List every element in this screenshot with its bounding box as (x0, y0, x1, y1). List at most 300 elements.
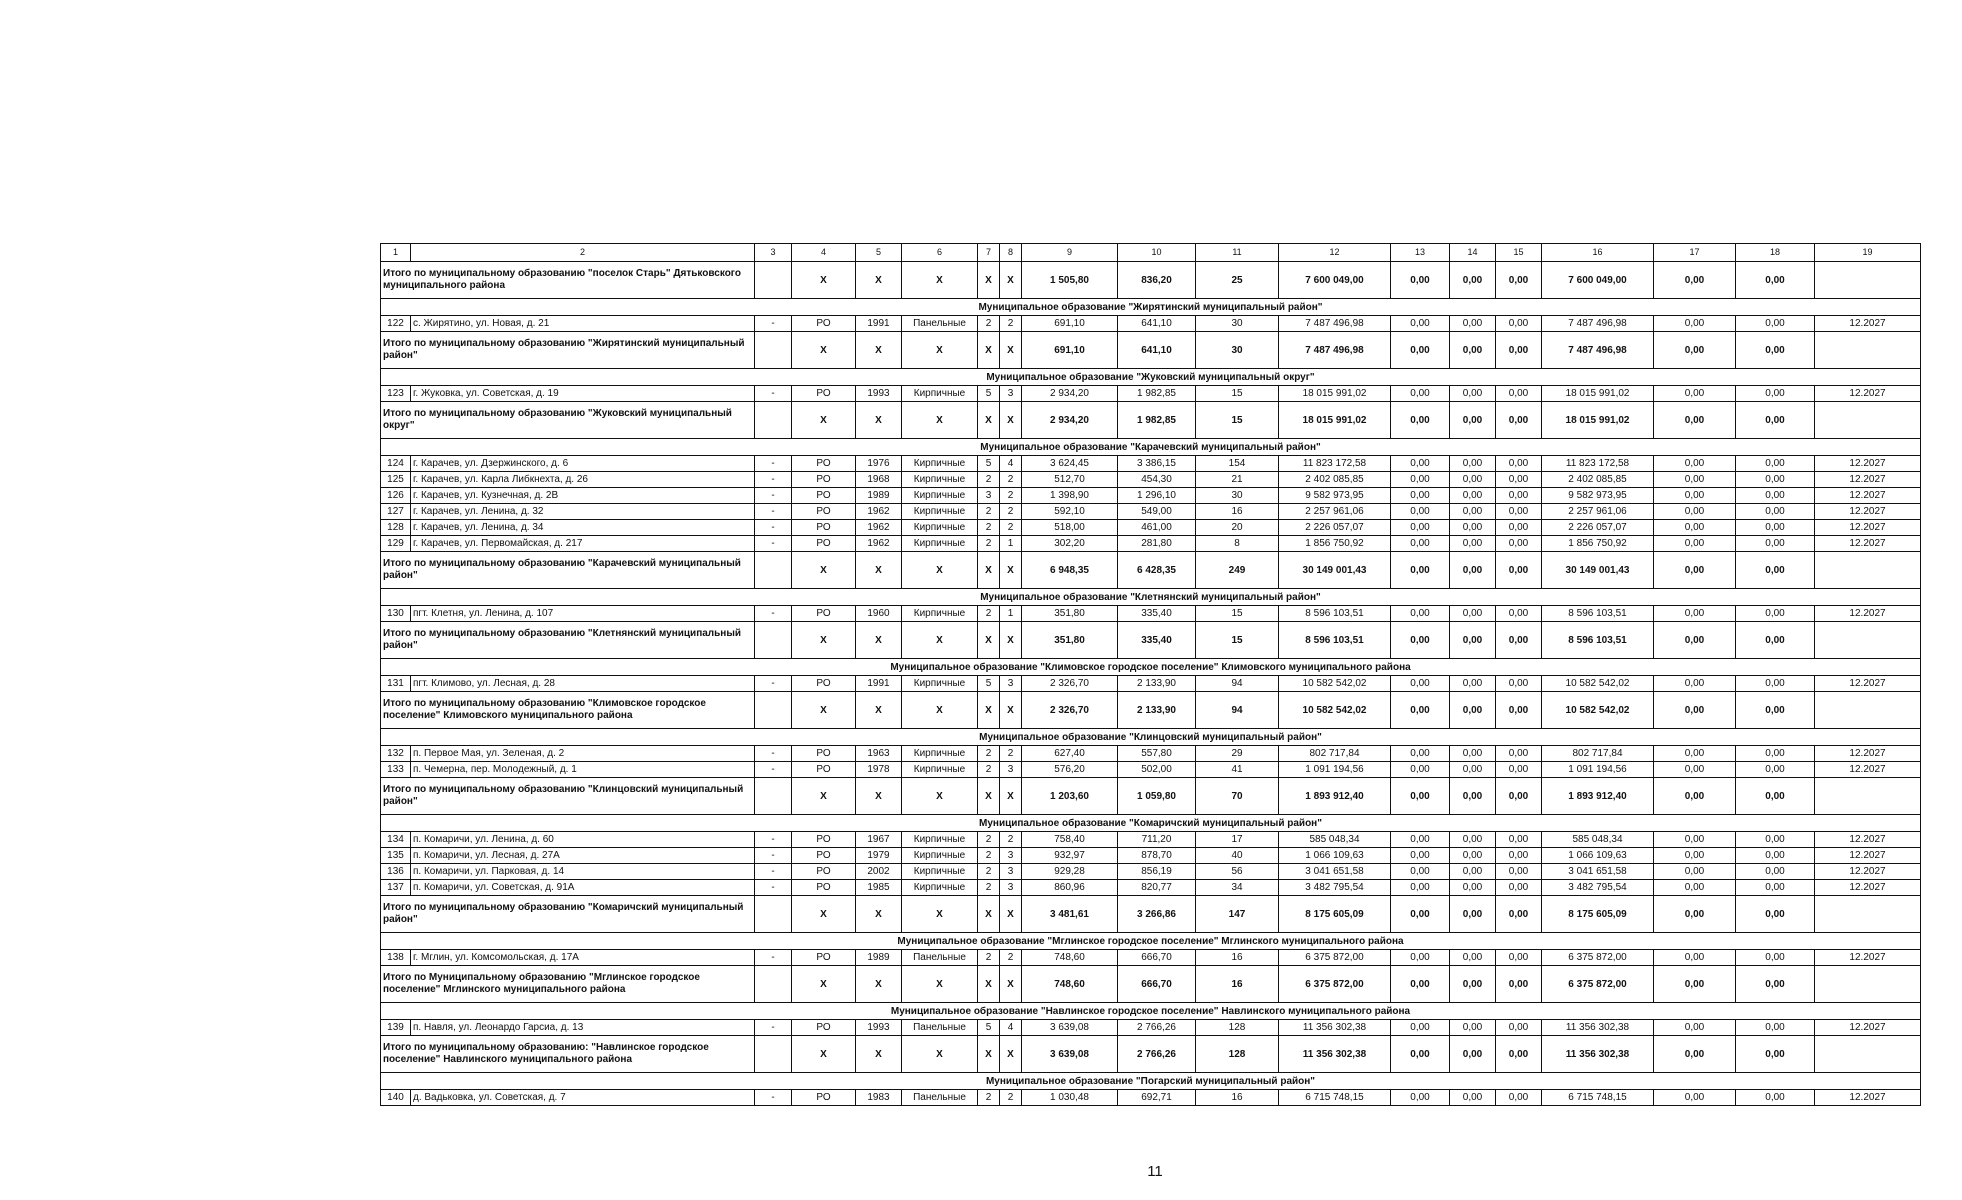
value-cell-c17: 0,00 (1654, 386, 1736, 402)
value-cell-c4: РО (792, 676, 856, 692)
subtotal-cell-c6: X (902, 262, 978, 299)
value-cell-c11: 30 (1196, 316, 1279, 332)
subtotal-cell-c6: X (902, 692, 978, 729)
value-cell-c7: 5 (978, 456, 1000, 472)
value-cell-c6: Панельные (902, 950, 978, 966)
value-cell-c11: 16 (1196, 950, 1279, 966)
subtotal-cell-c17: 0,00 (1654, 402, 1736, 439)
subtotal-cell-c12: 7 487 496,98 (1279, 332, 1391, 369)
value-cell-c5: 1989 (856, 950, 902, 966)
value-cell-c14: 0,00 (1450, 848, 1496, 864)
value-cell-c3: - (755, 536, 792, 552)
value-cell-c12: 585 048,34 (1279, 832, 1391, 848)
value-cell-c14: 0,00 (1450, 676, 1496, 692)
value-cell-c3: - (755, 676, 792, 692)
subtotal-cell-c8: X (1000, 778, 1022, 815)
subtotal-cell-c15: 0,00 (1496, 778, 1542, 815)
section-header-row (381, 659, 1921, 676)
value-cell-c3: - (755, 1020, 792, 1036)
subtotal-cell-c10: 1 982,85 (1118, 402, 1196, 439)
subtotal-cell-c10: 666,70 (1118, 966, 1196, 1003)
column-number-cell: 5 (856, 244, 902, 262)
value-cell-c11: 34 (1196, 880, 1279, 896)
subtotal-cell-c16: 8 596 103,51 (1542, 622, 1654, 659)
value-cell-c10: 666,70 (1118, 950, 1196, 966)
value-cell-c9: 1 398,90 (1022, 488, 1118, 504)
subtotal-cell-c14: 0,00 (1450, 896, 1496, 933)
value-cell-c18: 0,00 (1736, 386, 1815, 402)
value-cell-c16: 10 582 542,02 (1542, 676, 1654, 692)
value-cell-c5: 1963 (856, 746, 902, 762)
subtotal-cell-c12: 8 175 605,09 (1279, 896, 1391, 933)
value-cell-c11: 94 (1196, 676, 1279, 692)
column-number-cell: 15 (1496, 244, 1542, 262)
value-cell-c7: 2 (978, 606, 1000, 622)
subtotal-cell-c3 (755, 332, 792, 369)
subtotal-cell-c8: X (1000, 552, 1022, 589)
table-row (381, 880, 1921, 896)
subtotal-cell-c16: 1 893 912,40 (1542, 778, 1654, 815)
subtotal-cell-c3 (755, 552, 792, 589)
value-cell-c3: - (755, 762, 792, 778)
table-row (381, 1020, 1921, 1036)
section-header-row (381, 1073, 1921, 1090)
value-cell-c10: 557,80 (1118, 746, 1196, 762)
value-cell-c6: Кирпичные (902, 520, 978, 536)
value-cell-c15: 0,00 (1496, 848, 1542, 864)
subtotal-cell-c19 (1815, 692, 1921, 729)
value-cell-c14: 0,00 (1450, 1020, 1496, 1036)
subtotal-cell-c6: X (902, 332, 978, 369)
subtotal-cell-c19 (1815, 1036, 1921, 1073)
value-cell-c9: 627,40 (1022, 746, 1118, 762)
subtotal-cell-c14: 0,00 (1450, 692, 1496, 729)
value-cell-c11: 16 (1196, 1090, 1279, 1106)
value-cell-c8: 3 (1000, 386, 1022, 402)
subtotal-row (381, 692, 1921, 729)
subtotal-cell-c19 (1815, 332, 1921, 369)
value-cell-c18: 0,00 (1736, 1020, 1815, 1036)
subtotal-cell-c7: X (978, 692, 1000, 729)
value-cell-c5: 1979 (856, 848, 902, 864)
value-cell-c7: 5 (978, 676, 1000, 692)
value-cell-c12: 7 487 496,98 (1279, 316, 1391, 332)
value-cell-c10: 1 296,10 (1118, 488, 1196, 504)
section-header-row (381, 1003, 1921, 1020)
value-cell-c3: - (755, 472, 792, 488)
subtotal-cell-c7: X (978, 778, 1000, 815)
value-cell-c9: 576,20 (1022, 762, 1118, 778)
row-number: 135 (381, 848, 411, 864)
value-cell-c3: - (755, 950, 792, 966)
subtotal-cell-c4: X (792, 552, 856, 589)
subtotal-cell-c18: 0,00 (1736, 966, 1815, 1003)
table-row (381, 536, 1921, 552)
value-cell-c5: 1983 (856, 1090, 902, 1106)
subtotal-cell-c8: X (1000, 1036, 1022, 1073)
address-cell: д. Вадьковка, ул. Советская, д. 7 (411, 1090, 755, 1106)
value-cell-c6: Кирпичные (902, 848, 978, 864)
value-cell-c5: 1962 (856, 504, 902, 520)
value-cell-c18: 0,00 (1736, 746, 1815, 762)
column-number-cell: 17 (1654, 244, 1736, 262)
value-cell-c18: 0,00 (1736, 520, 1815, 536)
value-cell-c11: 16 (1196, 504, 1279, 520)
subtotal-cell-c10: 2 766,26 (1118, 1036, 1196, 1073)
subtotal-cell-c11: 15 (1196, 622, 1279, 659)
row-number: 128 (381, 520, 411, 536)
value-cell-c6: Кирпичные (902, 504, 978, 520)
subtotal-cell-c9: 691,10 (1022, 332, 1118, 369)
value-cell-c15: 0,00 (1496, 456, 1542, 472)
value-cell-c3: - (755, 848, 792, 864)
subtotal-cell-c17: 0,00 (1654, 966, 1736, 1003)
column-number-cell: 4 (792, 244, 856, 262)
table-row (381, 950, 1921, 966)
subtotal-cell-c19 (1815, 966, 1921, 1003)
column-number-cell: 3 (755, 244, 792, 262)
value-cell-c17: 0,00 (1654, 676, 1736, 692)
value-cell-c14: 0,00 (1450, 1090, 1496, 1106)
value-cell-c19: 12.2027 (1815, 606, 1921, 622)
value-cell-c10: 692,71 (1118, 1090, 1196, 1106)
subtotal-cell-c17: 0,00 (1654, 262, 1736, 299)
value-cell-c15: 0,00 (1496, 386, 1542, 402)
subtotal-cell-c7: X (978, 402, 1000, 439)
subtotal-label: Итого по муниципальному образованию "Карачевский муниципальный район" (381, 552, 755, 589)
row-number: 139 (381, 1020, 411, 1036)
subtotal-cell-c7: X (978, 966, 1000, 1003)
value-cell-c7: 2 (978, 746, 1000, 762)
row-number: 127 (381, 504, 411, 520)
value-cell-c19: 12.2027 (1815, 762, 1921, 778)
subtotal-cell-c5: X (856, 262, 902, 299)
value-cell-c19: 12.2027 (1815, 472, 1921, 488)
subtotal-cell-c12: 7 600 049,00 (1279, 262, 1391, 299)
subtotal-cell-c5: X (856, 966, 902, 1003)
subtotal-cell-c16: 8 175 605,09 (1542, 896, 1654, 933)
value-cell-c9: 512,70 (1022, 472, 1118, 488)
subtotal-cell-c14: 0,00 (1450, 966, 1496, 1003)
address-cell: п. Комаричи, ул. Лесная, д. 27А (411, 848, 755, 864)
address-cell: г. Карачев, ул. Ленина, д. 32 (411, 504, 755, 520)
value-cell-c12: 6 715 748,15 (1279, 1090, 1391, 1106)
subtotal-cell-c5: X (856, 332, 902, 369)
value-cell-c5: 1978 (856, 762, 902, 778)
value-cell-c17: 0,00 (1654, 606, 1736, 622)
subtotal-cell-c15: 0,00 (1496, 1036, 1542, 1073)
value-cell-c4: РО (792, 880, 856, 896)
column-number-cell: 1 (381, 244, 411, 262)
value-cell-c18: 0,00 (1736, 316, 1815, 332)
value-cell-c18: 0,00 (1736, 880, 1815, 896)
value-cell-c8: 4 (1000, 1020, 1022, 1036)
value-cell-c4: РО (792, 864, 856, 880)
value-cell-c16: 11 356 302,38 (1542, 1020, 1654, 1036)
value-cell-c14: 0,00 (1450, 488, 1496, 504)
value-cell-c19: 12.2027 (1815, 520, 1921, 536)
value-cell-c10: 641,10 (1118, 316, 1196, 332)
row-number: 137 (381, 880, 411, 896)
subtotal-cell-c13: 0,00 (1391, 966, 1450, 1003)
table-row (381, 676, 1921, 692)
value-cell-c3: - (755, 832, 792, 848)
address-cell: пгт. Клетня, ул. Ленина, д. 107 (411, 606, 755, 622)
value-cell-c13: 0,00 (1391, 472, 1450, 488)
value-cell-c11: 15 (1196, 606, 1279, 622)
subtotal-cell-c16: 7 600 049,00 (1542, 262, 1654, 299)
subtotal-row (381, 896, 1921, 933)
value-cell-c6: Кирпичные (902, 386, 978, 402)
address-cell: г. Карачев, ул. Карла Либкнехта, д. 26 (411, 472, 755, 488)
value-cell-c16: 3 482 795,54 (1542, 880, 1654, 896)
value-cell-c15: 0,00 (1496, 536, 1542, 552)
value-cell-c4: РО (792, 456, 856, 472)
column-number-cell: 18 (1736, 244, 1815, 262)
value-cell-c12: 3 041 651,58 (1279, 864, 1391, 880)
value-cell-c4: РО (792, 1090, 856, 1106)
value-cell-c17: 0,00 (1654, 520, 1736, 536)
subtotal-cell-c10: 836,20 (1118, 262, 1196, 299)
subtotal-cell-c7: X (978, 896, 1000, 933)
value-cell-c18: 0,00 (1736, 676, 1815, 692)
subtotal-cell-c12: 1 893 912,40 (1279, 778, 1391, 815)
subtotal-cell-c5: X (856, 1036, 902, 1073)
value-cell-c10: 878,70 (1118, 848, 1196, 864)
table-row (381, 472, 1921, 488)
value-cell-c15: 0,00 (1496, 950, 1542, 966)
value-cell-c15: 0,00 (1496, 504, 1542, 520)
subtotal-cell-c5: X (856, 778, 902, 815)
value-cell-c18: 0,00 (1736, 848, 1815, 864)
section-title: Муниципальное образование "Климовское городское поселение" Климовского муниципального района (381, 659, 1921, 676)
subtotal-cell-c3 (755, 692, 792, 729)
value-cell-c11: 21 (1196, 472, 1279, 488)
section-header-row (381, 933, 1921, 950)
subtotal-cell-c7: X (978, 622, 1000, 659)
value-cell-c6: Кирпичные (902, 880, 978, 896)
subtotal-cell-c11: 128 (1196, 1036, 1279, 1073)
value-cell-c17: 0,00 (1654, 536, 1736, 552)
subtotal-label: Итого по муниципальному образованию "Клетнянский муниципальный район" (381, 622, 755, 659)
value-cell-c11: 56 (1196, 864, 1279, 880)
subtotal-cell-c9: 748,60 (1022, 966, 1118, 1003)
value-cell-c12: 2 257 961,06 (1279, 504, 1391, 520)
value-cell-c10: 3 386,15 (1118, 456, 1196, 472)
value-cell-c15: 0,00 (1496, 316, 1542, 332)
value-cell-c8: 2 (1000, 316, 1022, 332)
value-cell-c5: 1989 (856, 488, 902, 504)
subtotal-cell-c5: X (856, 402, 902, 439)
subtotal-row (381, 262, 1921, 299)
subtotal-cell-c9: 1 505,80 (1022, 262, 1118, 299)
subtotal-cell-c8: X (1000, 622, 1022, 659)
value-cell-c10: 2 766,26 (1118, 1020, 1196, 1036)
value-cell-c9: 351,80 (1022, 606, 1118, 622)
value-cell-c10: 281,80 (1118, 536, 1196, 552)
address-cell: п. Комаричи, ул. Парковая, д. 14 (411, 864, 755, 880)
table-row (381, 316, 1921, 332)
subtotal-cell-c17: 0,00 (1654, 896, 1736, 933)
value-cell-c5: 2002 (856, 864, 902, 880)
subtotal-cell-c4: X (792, 692, 856, 729)
value-cell-c10: 549,00 (1118, 504, 1196, 520)
section-title: Муниципальное образование "Погарский муниципальный район" (381, 1073, 1921, 1090)
value-cell-c9: 932,97 (1022, 848, 1118, 864)
value-cell-c17: 0,00 (1654, 746, 1736, 762)
value-cell-c7: 5 (978, 386, 1000, 402)
value-cell-c11: 20 (1196, 520, 1279, 536)
value-cell-c3: - (755, 386, 792, 402)
subtotal-cell-c9: 3 639,08 (1022, 1036, 1118, 1073)
subtotal-row (381, 966, 1921, 1003)
row-number: 138 (381, 950, 411, 966)
value-cell-c16: 1 856 750,92 (1542, 536, 1654, 552)
value-cell-c9: 758,40 (1022, 832, 1118, 848)
subtotal-cell-c3 (755, 966, 792, 1003)
row-number: 123 (381, 386, 411, 402)
column-number-cell: 10 (1118, 244, 1196, 262)
value-cell-c9: 3 639,08 (1022, 1020, 1118, 1036)
value-cell-c18: 0,00 (1736, 456, 1815, 472)
address-cell: г. Мглин, ул. Комсомольская, д. 17А (411, 950, 755, 966)
subtotal-row (381, 778, 1921, 815)
subtotal-cell-c6: X (902, 1036, 978, 1073)
value-cell-c8: 3 (1000, 880, 1022, 896)
address-cell: г. Карачев, ул. Ленина, д. 34 (411, 520, 755, 536)
value-cell-c13: 0,00 (1391, 880, 1450, 896)
value-cell-c17: 0,00 (1654, 832, 1736, 848)
subtotal-cell-c9: 6 948,35 (1022, 552, 1118, 589)
value-cell-c7: 5 (978, 1020, 1000, 1036)
table-row (381, 762, 1921, 778)
subtotal-cell-c7: X (978, 1036, 1000, 1073)
subtotal-cell-c13: 0,00 (1391, 332, 1450, 369)
subtotal-cell-c10: 6 428,35 (1118, 552, 1196, 589)
value-cell-c14: 0,00 (1450, 386, 1496, 402)
address-cell: г. Карачев, ул. Дзержинского, д. 6 (411, 456, 755, 472)
subtotal-cell-c3 (755, 778, 792, 815)
value-cell-c14: 0,00 (1450, 746, 1496, 762)
value-cell-c11: 40 (1196, 848, 1279, 864)
value-cell-c8: 2 (1000, 746, 1022, 762)
subtotal-cell-c3 (755, 896, 792, 933)
subtotal-cell-c4: X (792, 778, 856, 815)
subtotal-cell-c14: 0,00 (1450, 262, 1496, 299)
subtotal-label: Итого по муниципальному образованию "Жуковский муниципальный округ" (381, 402, 755, 439)
subtotal-cell-c4: X (792, 1036, 856, 1073)
subtotal-cell-c12: 30 149 001,43 (1279, 552, 1391, 589)
subtotal-cell-c16: 18 015 991,02 (1542, 402, 1654, 439)
value-cell-c7: 2 (978, 832, 1000, 848)
value-cell-c11: 8 (1196, 536, 1279, 552)
value-cell-c18: 0,00 (1736, 504, 1815, 520)
value-cell-c9: 748,60 (1022, 950, 1118, 966)
value-cell-c8: 3 (1000, 762, 1022, 778)
subtotal-cell-c13: 0,00 (1391, 402, 1450, 439)
table-row (381, 606, 1921, 622)
subtotal-cell-c15: 0,00 (1496, 966, 1542, 1003)
subtotal-cell-c8: X (1000, 402, 1022, 439)
subtotal-cell-c11: 249 (1196, 552, 1279, 589)
value-cell-c6: Кирпичные (902, 606, 978, 622)
value-cell-c19: 12.2027 (1815, 1090, 1921, 1106)
value-cell-c7: 2 (978, 520, 1000, 536)
value-cell-c18: 0,00 (1736, 488, 1815, 504)
value-cell-c3: - (755, 880, 792, 896)
value-cell-c14: 0,00 (1450, 472, 1496, 488)
value-cell-c13: 0,00 (1391, 746, 1450, 762)
column-number-cell: 9 (1022, 244, 1118, 262)
value-cell-c4: РО (792, 746, 856, 762)
value-cell-c18: 0,00 (1736, 1090, 1815, 1106)
value-cell-c8: 2 (1000, 832, 1022, 848)
value-cell-c4: РО (792, 536, 856, 552)
address-cell: п. Комаричи, ул. Ленина, д. 60 (411, 832, 755, 848)
subtotal-cell-c4: X (792, 896, 856, 933)
table-row (381, 746, 1921, 762)
subtotal-cell-c14: 0,00 (1450, 778, 1496, 815)
value-cell-c10: 461,00 (1118, 520, 1196, 536)
value-cell-c9: 691,10 (1022, 316, 1118, 332)
value-cell-c19: 12.2027 (1815, 386, 1921, 402)
section-title: Муниципальное образование "Клетнянский муниципальный район" (381, 589, 1921, 606)
row-number: 133 (381, 762, 411, 778)
page-number: 11 (1147, 1163, 1163, 1180)
subtotal-cell-c11: 147 (1196, 896, 1279, 933)
value-cell-c9: 1 030,48 (1022, 1090, 1118, 1106)
value-cell-c5: 1962 (856, 520, 902, 536)
column-number-cell: 12 (1279, 244, 1391, 262)
value-cell-c17: 0,00 (1654, 472, 1736, 488)
subtotal-cell-c14: 0,00 (1450, 402, 1496, 439)
subtotal-cell-c11: 70 (1196, 778, 1279, 815)
value-cell-c4: РО (792, 950, 856, 966)
value-cell-c12: 1 091 194,56 (1279, 762, 1391, 778)
value-cell-c13: 0,00 (1391, 762, 1450, 778)
value-cell-c6: Панельные (902, 1090, 978, 1106)
value-cell-c19: 12.2027 (1815, 488, 1921, 504)
value-cell-c3: - (755, 1090, 792, 1106)
subtotal-cell-c17: 0,00 (1654, 332, 1736, 369)
value-cell-c7: 2 (978, 536, 1000, 552)
value-cell-c9: 302,20 (1022, 536, 1118, 552)
value-cell-c16: 9 582 973,95 (1542, 488, 1654, 504)
subtotal-cell-c7: X (978, 262, 1000, 299)
subtotal-cell-c11: 16 (1196, 966, 1279, 1003)
value-cell-c10: 1 982,85 (1118, 386, 1196, 402)
table-row (381, 504, 1921, 520)
address-cell: п. Комаричи, ул. Советская, д. 91А (411, 880, 755, 896)
value-cell-c18: 0,00 (1736, 950, 1815, 966)
value-cell-c16: 802 717,84 (1542, 746, 1654, 762)
table-row (381, 832, 1921, 848)
value-cell-c4: РО (792, 520, 856, 536)
value-cell-c10: 454,30 (1118, 472, 1196, 488)
subtotal-cell-c13: 0,00 (1391, 262, 1450, 299)
value-cell-c6: Кирпичные (902, 864, 978, 880)
subtotal-cell-c17: 0,00 (1654, 692, 1736, 729)
value-cell-c13: 0,00 (1391, 520, 1450, 536)
value-cell-c13: 0,00 (1391, 1020, 1450, 1036)
subtotal-cell-c11: 25 (1196, 262, 1279, 299)
value-cell-c17: 0,00 (1654, 1020, 1736, 1036)
subtotal-cell-c18: 0,00 (1736, 332, 1815, 369)
row-number: 131 (381, 676, 411, 692)
value-cell-c14: 0,00 (1450, 456, 1496, 472)
subtotal-cell-c12: 8 596 103,51 (1279, 622, 1391, 659)
value-cell-c3: - (755, 316, 792, 332)
